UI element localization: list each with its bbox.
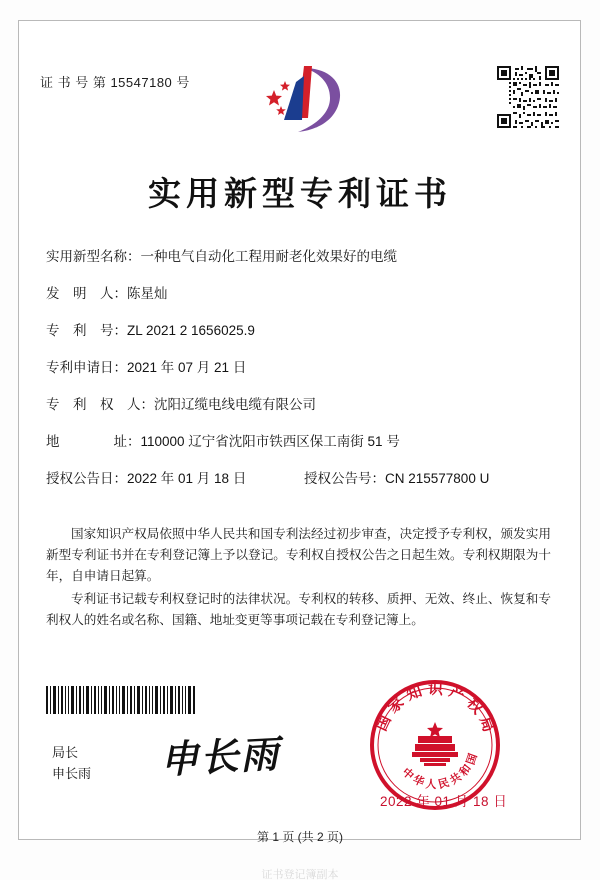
field-label: 发 明 人： [46, 286, 127, 301]
field-utility-model-name [46, 248, 546, 266]
field-label: 专 利 权 人： [46, 397, 154, 412]
field-label: 专 利 号： [46, 323, 127, 338]
signature-name-label: 申长雨 [52, 766, 92, 781]
field-inventor [46, 285, 546, 303]
field-patentee [46, 396, 546, 414]
field-label: 实用新型名称： [46, 249, 141, 264]
barcode-icon [46, 686, 196, 714]
field-address [46, 433, 546, 451]
grant-date-label: 授权公告日： [46, 471, 127, 486]
grant-date-value: 2022 年 01 月 18 日 [127, 471, 247, 486]
paragraph-1: 国家知识产权局依照中华人民共和国专利法经过初步审查，决定授予专利权，颁发实用新型专利证书并在专利登记簿上予以登记。专利权自授权公告之日起生效。专利权期限为十年，自申请日起算。 [46, 527, 551, 583]
field-value: 2021 年 07 月 21 日 [127, 360, 247, 375]
qr-code-icon [497, 66, 559, 128]
field-value: ZL 2021 2 1656025.9 [127, 323, 255, 338]
field-list [46, 248, 546, 507]
field-value: 沈阳辽缆电线电缆有限公司 [154, 397, 316, 412]
grant-number-label: 授权公告号： [304, 471, 385, 486]
field-application-date [46, 359, 546, 377]
certificate-number: 证 书 号 第 15547180 号 [40, 75, 190, 90]
footer-faint-text: 证书登记簿副本 [261, 869, 339, 881]
field-value: 陈星灿 [127, 286, 168, 301]
signature-role-label: 局长 [52, 745, 79, 760]
cnipa-logo-icon [252, 62, 348, 136]
field-grant-announcement [46, 470, 546, 488]
handwritten-signature: 申长雨 [159, 730, 282, 783]
seal-date: 2022 年 01 月 18 日 [380, 794, 508, 809]
field-value: 110000 辽宁省沈阳市铁西区保工南街 51 号 [140, 434, 400, 449]
field-label: 地 址： [46, 434, 141, 449]
grant-number-group [304, 470, 489, 488]
field-label: 专利申请日： [46, 360, 127, 375]
page-number: 第 1 页 (共 2 页) [256, 830, 343, 844]
field-patent-number [46, 322, 546, 340]
svg-text:国家知识产权局: 国家知识产权局 [372, 679, 500, 740]
page-title: 实用新型专利证书 [148, 174, 452, 213]
svg-text:中华人民共和国: 中华人民共和国 [399, 749, 481, 792]
field-value: 一种电气自动化工程用耐老化效果好的电缆 [140, 249, 397, 264]
paragraph-2: 专利证书记载专利权登记时的法律状况。专利权的转移、质押、无效、终止、恢复和专利权人的姓名或名称、国籍、地址变更等事项记载在专利登记簿上。 [46, 592, 551, 627]
body-text [46, 524, 551, 633]
grant-number-value: CN 215577800 U [385, 471, 490, 486]
